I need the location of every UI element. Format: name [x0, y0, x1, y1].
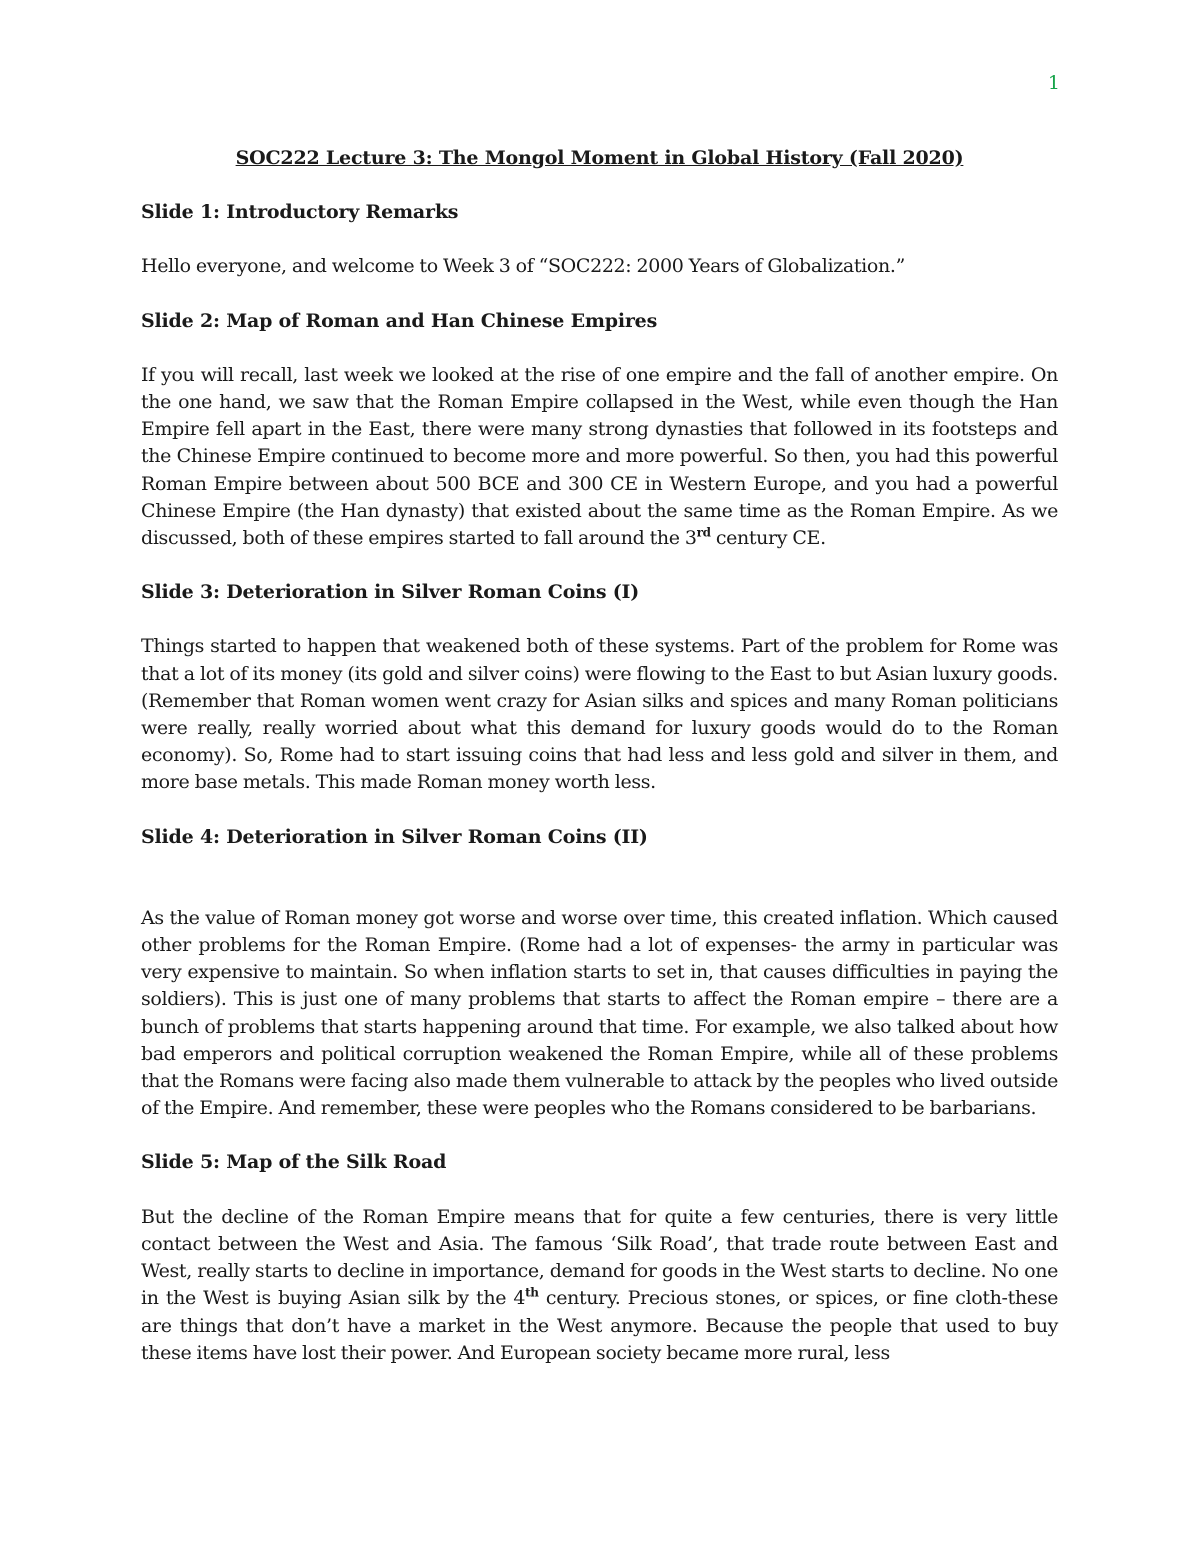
slide-2-paragraph [141, 362, 1058, 552]
slide-2-text-end: century CE. [710, 527, 826, 550]
ordinal-suffix: rd [696, 525, 711, 540]
slide-5-heading: Slide 5: Map of the Silk Road [141, 1151, 447, 1174]
document-title: SOC222 Lecture 3: The Mongol Moment in Global History (Fall 2020) [235, 147, 964, 169]
slide-5-text: But the decline of the Roman Empire means that for quite a few centuries, there is very little contact between the West and Asia. The famous ‘Silk Road’, that trade route between East and West, really starts to decline in importance, demand for goods in the West starts to decline. No one in the West is buying Asian silk by the 4 [141, 1205, 1058, 1310]
slide-4-paragraph: As the value of Roman money got worse and worse over time, this created inflation. Which caused other problems for the Roman Empire. (Rome had a lot of expenses- the army in particular was very expensive to maintain. So when inflation starts to set in, that causes difficulties in paying the soldiers). This is just one of many problems that starts to affect the Roman empire – there are a bunch of problems that starts happening around that time. For example, we also talked about how bad emperors and political corruption weakened the Roman Empire, while all of these problems that the Romans were facing also made them vulnerable to attack by the peoples who lived outside of the Empire. And remember, these were peoples who the Romans considered to be barbarians. [141, 906, 1058, 1120]
page-number: 1 [1047, 72, 1060, 94]
ordinal-suffix: th [525, 1285, 539, 1300]
slide-5-paragraph [141, 1204, 1058, 1367]
slide-3-heading: Slide 3: Deterioration in Silver Roman Coins (I) [141, 581, 640, 604]
slide-1-paragraph: Hello everyone, and welcome to Week 3 of “SOC222: 2000 Years of Globalization.” [141, 255, 905, 278]
slide-4-heading: Slide 4: Deterioration in Silver Roman Coins (II) [141, 825, 648, 848]
document-body [141, 145, 1058, 1394]
slide-2-text: If you will recall, last week we looked at the rise of one empire and the fall of another empire. On the one hand, we saw that the Roman Empire collapsed in the West, while even though the Han Empire fell apart in the East, there were many strong dynasties that followed in its footsteps and the Chinese Empire continued to become more and more powerful. So then, you had this powerful Roman Empire between about 500 BCE and 300 CE in Western Europe, and you had a powerful Chinese Empire (the Han dynasty) that existed about the same time as the Roman Empire. As we discussed, both of these empires started to fall around the 3 [141, 363, 1058, 550]
slide-2-heading: Slide 2: Map of Roman and Han Chinese Empires [141, 309, 658, 332]
slide-1-heading: Slide 1: Introductory Remarks [141, 201, 459, 224]
slide-3-paragraph: Things started to happen that weakened both of these systems. Part of the problem for Rome was that a lot of its money (its gold and silver coins) were flowing to the East to but Asian luxury goods. (Remember that Roman women went crazy for Asian silks and spices and many Roman politicians were really, really worried about what this demand for luxury goods would do to the Roman economy). So, Rome had to start issuing coins that had less and less gold and silver in them, and more base metals. This made Roman money worth less. [141, 635, 1058, 794]
slide-5-text-end: century. Precious stones, or spices, or fine cloth-these are things that don’t have a market in the West anymore. Because the people that used to buy these items have lost their power. And European society became more rural, less [141, 1287, 1058, 1364]
